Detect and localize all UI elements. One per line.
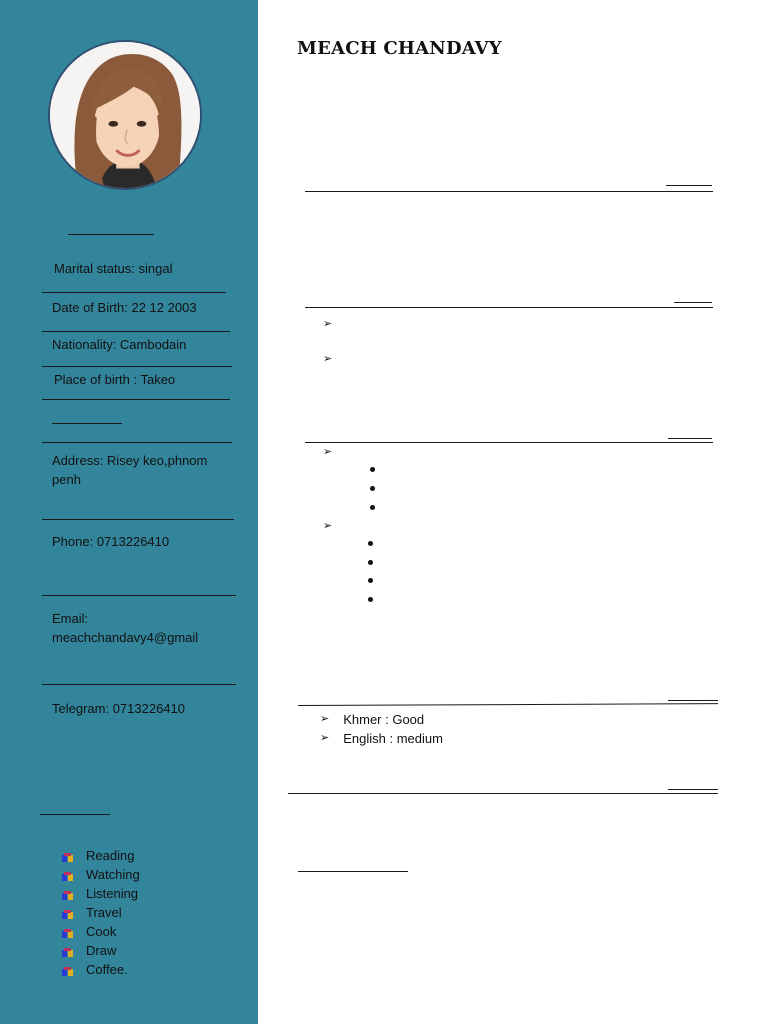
- place-of-birth: Place of birth : Takeo: [54, 372, 176, 387]
- dot-bullet-icon: [368, 541, 373, 546]
- section-rule: [305, 191, 713, 192]
- dot-bullet-icon: [368, 597, 373, 602]
- dot-bullet-icon: [368, 578, 373, 583]
- hobby-bullet-icon: [62, 851, 74, 861]
- hobby-bullet-icon: [62, 965, 74, 975]
- section-heading-line-hobbies: [40, 814, 110, 815]
- section-rule: [305, 307, 713, 308]
- hobby-item: Reading: [62, 846, 140, 865]
- divider: [42, 595, 236, 596]
- marital-status: Marital status: singal: [54, 261, 173, 276]
- divider: [42, 331, 230, 332]
- divider: [42, 684, 236, 685]
- section-heading-line: [668, 438, 712, 439]
- arrow-bullet-icon: ➢: [323, 318, 333, 330]
- dot-bullet-icon: [370, 467, 375, 472]
- divider: [42, 399, 230, 400]
- arrow-bullet-icon: ➢: [323, 353, 333, 365]
- section-heading-line: [298, 871, 408, 872]
- divider: [42, 292, 226, 293]
- hobby-bullet-icon: [62, 908, 74, 918]
- language-item: ➢ English : medium: [320, 731, 443, 746]
- section-heading-line: [668, 700, 718, 701]
- sidebar: [0, 0, 258, 1024]
- hobby-bullet-icon: [62, 927, 74, 937]
- arrow-bullet-icon: ➢: [320, 713, 330, 725]
- arrow-bullet-icon: ➢: [323, 520, 333, 532]
- section-rule: [298, 703, 718, 706]
- hobby-item: Coffee.: [62, 960, 140, 979]
- dot-bullet-icon: [368, 560, 373, 565]
- hobby-bullet-icon: [62, 946, 74, 956]
- language-item: ➢ Khmer : Good: [320, 712, 425, 727]
- arrow-bullet-icon: ➢: [323, 446, 333, 458]
- section-heading-line-personal: [68, 234, 154, 235]
- email-label: Email:: [52, 611, 89, 626]
- dot-bullet-icon: [370, 505, 375, 510]
- nationality: Nationality: Cambodain: [52, 337, 187, 352]
- section-heading-line-contact: [52, 423, 122, 424]
- hobby-item: Listening: [62, 884, 140, 903]
- profile-photo: [48, 40, 202, 190]
- hobby-bullet-icon: [62, 870, 74, 880]
- hobby-bullet-icon: [62, 889, 74, 899]
- divider: [42, 366, 232, 367]
- section-heading-line: [674, 302, 712, 303]
- email-value: meachchandavy4@gmail: [52, 630, 199, 645]
- hobby-item: Draw: [62, 941, 140, 960]
- address-line-1: Address: Risey keo,phnom: [52, 453, 208, 468]
- phone: Phone: 0713226410: [52, 534, 170, 549]
- hobby-item: Cook: [62, 922, 140, 941]
- section-heading-line: [668, 789, 718, 790]
- telegram: Telegram: 0713226410: [52, 701, 185, 716]
- hobby-item: Watching: [62, 865, 140, 884]
- divider: [42, 519, 234, 520]
- address-line-2: penh: [52, 472, 81, 487]
- arrow-bullet-icon: ➢: [320, 732, 330, 744]
- divider: [42, 442, 232, 443]
- person-name: MEACH CHANDAVY: [297, 38, 502, 59]
- portrait-image: [50, 42, 200, 188]
- dot-bullet-icon: [370, 486, 375, 491]
- section-rule: [305, 442, 713, 443]
- date-of-birth: Date of Birth: 22 12 2003: [52, 300, 197, 315]
- section-rule: [288, 793, 718, 794]
- section-heading-line: [666, 185, 712, 186]
- hobby-item: Travel: [62, 903, 140, 922]
- hobbies-list: [62, 846, 140, 979]
